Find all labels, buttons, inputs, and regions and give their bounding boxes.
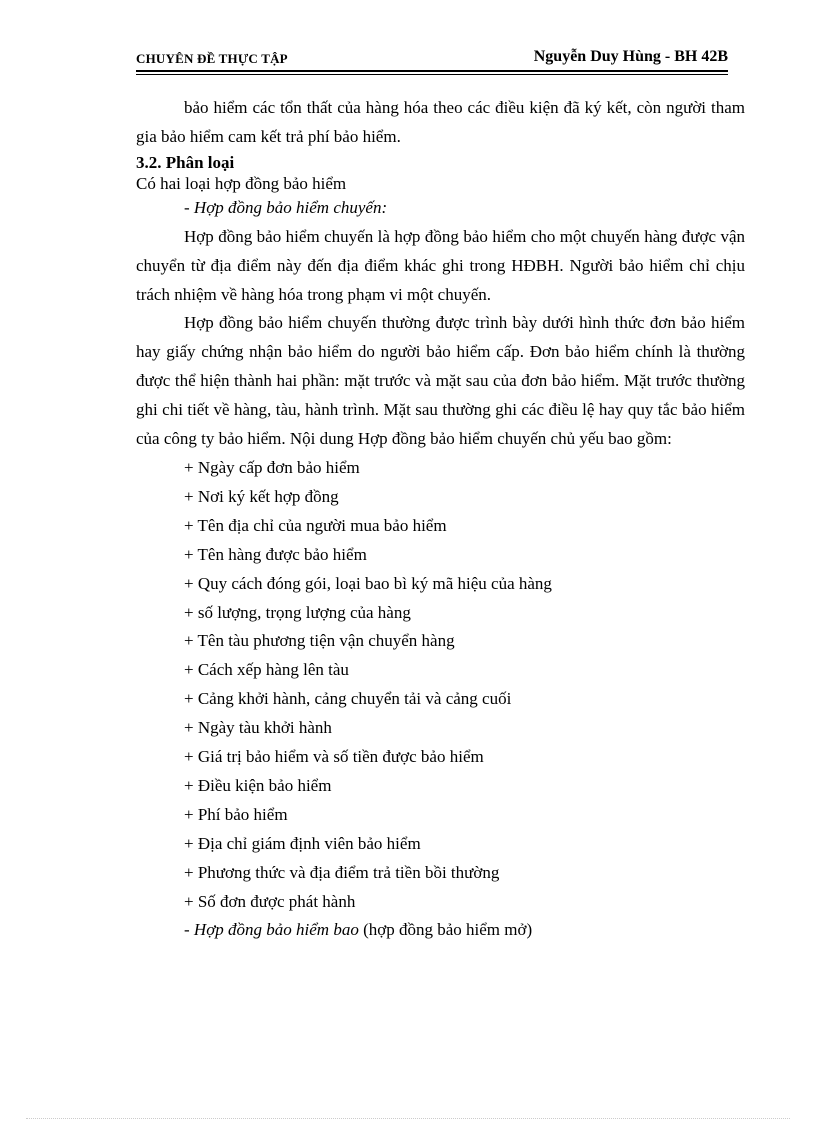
voyage-paragraph-1: Hợp đồng bảo hiểm chuyến là hợp đồng bảo hiểm cho một chuyến hàng được vận chuyển từ địa điểm này đến địa điểm khác ghi trong HĐBH. Người bảo hiểm chỉ chịu trách nhiệm về hàng hóa trong phạm vi một chuyến.: [136, 226, 745, 304]
open-policy-heading: [184, 916, 745, 945]
intro-paragraph: bảo hiểm các tổn thất của hàng hóa theo các điều kiện đã ký kết, còn người tham gia bảo hiểm cam kết trả phí bảo hiểm.: [136, 98, 745, 146]
list-item: + Điều kiện bảo hiểm: [184, 775, 332, 795]
list-item: + Phương thức và địa điểm trả tiền bồi thường: [184, 862, 500, 882]
header-rule-thick: [136, 70, 728, 72]
list-item: + Tên địa chỉ của người mua bảo hiểm: [184, 515, 447, 535]
list-item: + Phí bảo hiểm: [184, 804, 288, 824]
list-item: + Ngày tàu khởi hành: [184, 718, 332, 738]
list-item: + Địa chỉ giám định viên bảo hiểm: [184, 833, 421, 853]
header-document-type: CHUYÊN ĐỀ THỰC TẬP: [136, 51, 288, 66]
voyage-title: Hợp đồng bảo hiểm chuyến:: [193, 197, 388, 217]
voyage-policy-heading: [184, 194, 745, 223]
section-heading: 3.2. Phân loại: [136, 152, 235, 172]
list-item: + Cách xếp hàng lên tàu: [184, 660, 349, 680]
open-policy-dash: -: [184, 920, 194, 940]
open-policy-suffix: (hợp đồng bảo hiểm mở): [358, 920, 533, 940]
list-item: + Ngày cấp đơn bảo hiểm: [184, 457, 360, 477]
list-item: + Nơi ký kết hợp đồng: [184, 486, 339, 506]
list-item: + Quy cách đóng gói, loại bao bì ký mã hiệu của hàng: [184, 573, 552, 593]
list-item: + Tên tàu phương tiện vận chuyển hàng: [184, 631, 455, 651]
list-item: + Giá trị bảo hiểm và số tiền được bảo hiểm: [184, 747, 484, 767]
document-body: [136, 94, 745, 945]
open-policy-title: Hợp đồng bảo hiểm bao: [193, 920, 359, 940]
page-header: [136, 48, 728, 70]
list-item: + Cảng khởi hành, cảng chuyển tải và cảng cuối: [184, 689, 512, 709]
header-rule-thin: [136, 74, 728, 75]
voyage-contents-list: [136, 454, 745, 917]
voyage-paragraph-2: Hợp đồng bảo hiểm chuyến thường được trình bày dưới hình thức đơn bảo hiểm hay giấy chứng nhận bảo hiểm do người bảo hiểm cấp. Đơn bảo hiểm chính là thường được thể hiện thành hai phần: mặt trước và mặt sau của đơn bảo hiểm. Mặt trước thường ghi chi tiết về hàng, tàu, hành trình. Mặt sau thường ghi các điều lệ hay quy tắc bảo hiểm của công ty bảo hiểm. Nội dung Hợp đồng bảo hiểm chuyến chủ yếu bao gồm:: [136, 313, 745, 449]
section-lead: Có hai loại hợp đồng bảo hiểm: [136, 173, 347, 193]
voyage-dash: -: [184, 197, 194, 217]
list-item: + Số đơn được phát hành: [184, 891, 356, 911]
header-author: Nguyễn Duy Hùng - BH 42B: [533, 48, 728, 65]
list-item: + số lượng, trọng lượng của hàng: [184, 602, 411, 622]
list-item: + Tên hàng được bảo hiểm: [184, 544, 367, 564]
page-bottom-border: [26, 1118, 790, 1119]
